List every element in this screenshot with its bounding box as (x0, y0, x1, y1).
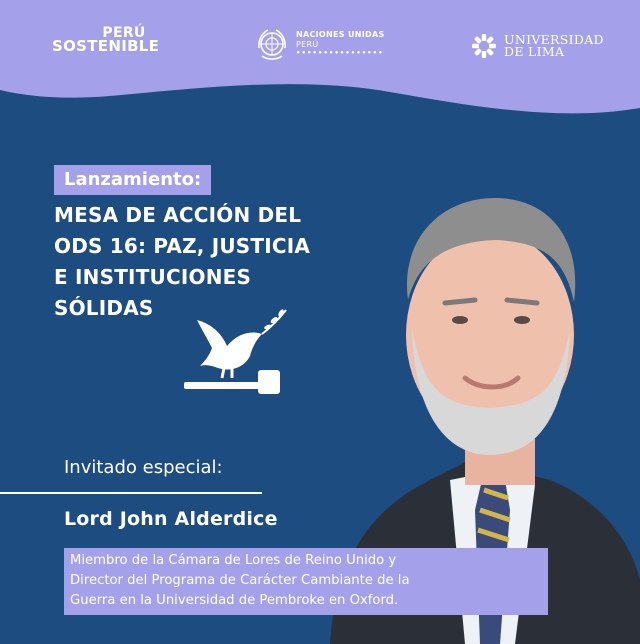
divider-line (0, 492, 262, 494)
guest-bio-line: Guerra en la Universidad de Pembroke en Oxford. (70, 593, 399, 608)
guest-name: Lord John Alderdice (64, 508, 278, 530)
peru-logo-line2: SOSTENIBLE (52, 37, 160, 55)
universidad-de-lima-logo (470, 32, 604, 60)
un-logo-line2: PERÚ (296, 40, 319, 49)
un-logo-line1: NACIONES UNIDAS (296, 30, 385, 39)
special-guest-label: Invitado especial: (64, 457, 223, 478)
naciones-unidas-logo (254, 26, 385, 62)
un-logo-dots: •••••••••••••••• (296, 49, 384, 57)
event-title-line: E INSTITUCIONES (54, 265, 252, 289)
event-title-line: ODS 16: PAZ, JUSTICIA (54, 234, 311, 258)
un-emblem-icon (254, 26, 290, 62)
ul-logo-line2: DE LIMA (504, 44, 565, 59)
peru-logo-line1: PERÚ (102, 25, 146, 41)
peru-sostenible-logo (52, 27, 159, 53)
event-title-line: MESA DE ACCIÓN DEL (54, 203, 302, 227)
ul-logo-line1: UNIVERSIDAD (504, 32, 604, 47)
header-band (0, 0, 640, 140)
guest-bio-line: Director del Programa de Carácter Cambiante de la (70, 573, 410, 588)
event-title-line: SÓLIDAS (54, 296, 154, 320)
launch-tag: Lanzamiento: (54, 165, 211, 195)
dove-gavel-icon (182, 306, 292, 396)
guest-bio (64, 548, 548, 615)
guest-bio-line: Miembro de la Cámara de Lores de Reino Unido y (70, 553, 397, 568)
ul-flower-icon (470, 32, 498, 60)
